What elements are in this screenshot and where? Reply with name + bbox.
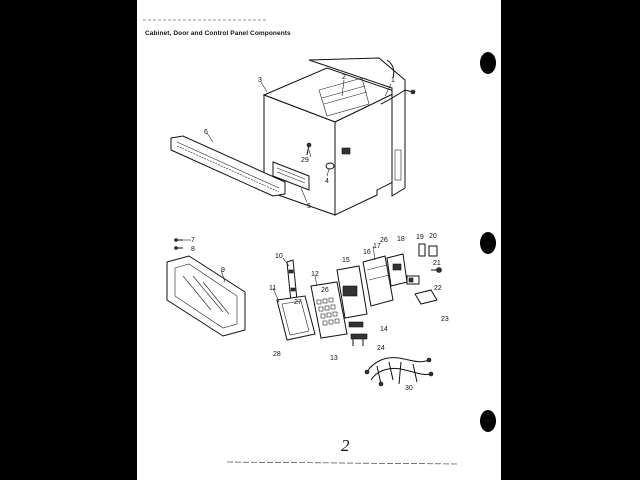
callout: 8 [191, 246, 195, 253]
callout: 12 [311, 271, 319, 278]
bottom-scan-line [227, 462, 457, 464]
part-22 [407, 276, 419, 284]
callout: 17 [373, 243, 381, 250]
callout: 15 [342, 257, 350, 264]
callout: 5 [307, 203, 311, 210]
callout: 18 [397, 236, 405, 243]
wire-harness-30 [365, 358, 433, 386]
callout: 2 [342, 74, 346, 81]
callout: 26 [380, 237, 388, 244]
door-frame [167, 256, 245, 336]
callout: 11 [269, 285, 277, 292]
callout: 9 [221, 267, 225, 274]
callout: 3 [258, 77, 262, 84]
exploded-parts-diagram [137, 0, 501, 480]
relay-17-18 [387, 254, 407, 286]
callout: 13 [330, 355, 338, 362]
callout: 24 [377, 345, 385, 352]
door-assembly [167, 239, 245, 337]
callout: 22 [434, 285, 442, 292]
diagram-sheet [137, 0, 501, 480]
clip-4 [326, 163, 334, 169]
punch-hole [480, 410, 496, 432]
switches-19-20-21 [419, 244, 442, 273]
callout: 6 [204, 129, 208, 136]
callout: 1 [391, 77, 395, 84]
callout: 23 [441, 316, 449, 323]
diagram-title: Cabinet, Door and Control Panel Components [145, 30, 291, 37]
callout: 30 [405, 385, 413, 392]
callout: 19 [416, 234, 424, 241]
callout: 7 [191, 237, 195, 244]
callout: 26 [321, 287, 329, 294]
callout: 20 [429, 233, 437, 240]
callout: 28 [273, 351, 281, 358]
callout: 14 [380, 326, 388, 333]
punch-hole [480, 52, 496, 74]
callout: 21 [433, 260, 441, 267]
callout: 16 [363, 249, 371, 256]
callout: 27 [294, 299, 302, 306]
connector-24 [351, 334, 367, 346]
callout: 4 [325, 178, 329, 185]
cabinet-connector [342, 148, 350, 154]
punch-hole [480, 232, 496, 254]
callout: 29 [301, 157, 309, 164]
plate-23 [415, 290, 437, 304]
page-number: 2 [341, 436, 350, 455]
latch-10 [287, 260, 297, 302]
callout: 10 [275, 253, 283, 260]
connector-14 [349, 322, 363, 327]
